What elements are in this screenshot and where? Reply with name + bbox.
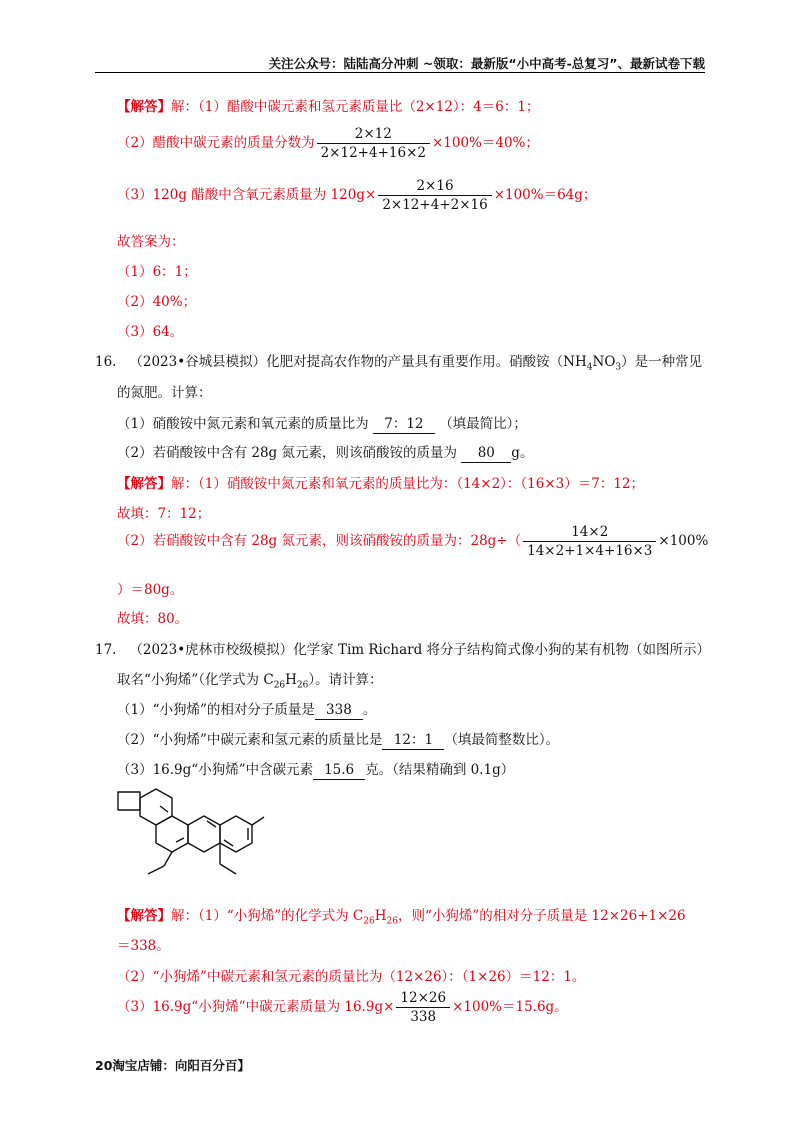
q17-stem-line1 <box>95 638 710 658</box>
q17-part1-text: 。 <box>362 702 377 718</box>
subscript: 26 <box>363 916 375 927</box>
q17-stem-line2 <box>117 668 383 691</box>
q17-solution-line3 <box>117 990 568 1025</box>
answer-tag: 【解答】 <box>117 908 171 924</box>
subscript: 4 <box>586 362 593 373</box>
q17-stem-text: （2023•虎林市校级模拟）化学家 Tim Richard 将分子结构简式像小狗的某有机物（如图所示） <box>129 642 711 658</box>
q16-part2-text: g。 <box>511 445 534 461</box>
q15-line3-pre: （3）120g 醋酸中含氧元素质量为 120g× <box>117 187 377 203</box>
q16-stem-text: NO <box>592 354 616 370</box>
q17-solution-text: H <box>374 908 387 924</box>
fraction-denominator: 14×2+1×4+16×3 <box>523 541 656 559</box>
question-number: 17. <box>95 642 117 658</box>
q16-stem-text: （2023•谷城县模拟）化肥对提高农作物的产量具有重要作用。硝酸铵（NH <box>129 354 587 370</box>
q17-part1 <box>117 698 376 720</box>
q17-part2-answer-blank: 12：1 <box>382 733 444 750</box>
benzene-ring-d <box>220 816 252 852</box>
q17-stem-text: 取名“小狗烯”（化学式为 C <box>117 672 274 688</box>
q17-stem-text: ）。请计算： <box>308 672 383 688</box>
q16-solution-line2-end: ）＝80g。 <box>117 582 184 598</box>
question-number: 16. <box>95 354 117 370</box>
fraction-denominator: 2×12+4+2×16 <box>378 195 491 213</box>
subscript: 26 <box>296 680 309 691</box>
fraction-numerator: 14×2 <box>571 524 609 540</box>
fraction-denominator: 338 <box>396 1007 450 1025</box>
q15-answer-1: （1）6：1； <box>117 264 197 280</box>
q16-solution-text: （2）若硝酸铵中含有 28g 氮元素，则该硝酸铵的质量为：28g÷（ <box>117 533 522 549</box>
fraction-numerator: 12×26 <box>400 990 447 1006</box>
q16-solution-line1 <box>117 472 644 492</box>
q17-stem-text: H <box>285 672 297 688</box>
ethyl-group-left <box>148 866 164 874</box>
q15-answer-line1 <box>117 95 539 115</box>
q17-part3-answer-blank: 15.6 <box>313 763 365 780</box>
page-footer: 20淘宝店铺：向阳百分百】 <box>95 1058 250 1073</box>
q16-part1-text: （填最简比）； <box>439 416 527 432</box>
q16-part2-text: （2）若硝酸铵中含有 28g 氮元素，则该硝酸铵的质量为 <box>117 445 457 461</box>
xiaogouxi-molecule-figure <box>112 786 272 892</box>
q16-percent: ×100% <box>658 533 709 549</box>
q17-part3 <box>117 758 514 780</box>
subscript: 26 <box>273 680 286 691</box>
ethyl-group-left <box>164 852 172 866</box>
q17-solution-text: ，则“小狗烯”的相对分子质量是 12×26+1×26 <box>397 908 686 924</box>
q17-solution-text: 解：（1）“小狗烯”的化学式为 C <box>171 908 364 924</box>
q16-part1-text: （1）硝酸铵中氮元素和氧元素的质量比为 <box>117 416 369 432</box>
header-divider <box>95 72 705 73</box>
q17-part1-text: （1）“小狗烯”的相对分子质量是 <box>117 702 315 718</box>
double-bond <box>224 840 233 846</box>
q17-part2-text: （2）“小狗烯”中碳元素和氢元素的质量比是 <box>117 732 383 748</box>
fraction-numerator: 2×12 <box>354 126 392 142</box>
page-header: 关注公众号：陆陆高分冲刺 ~领取：最新版“小中高考-总复习”、最新试卷下载 <box>268 56 705 71</box>
q16-solution-line2 <box>117 524 708 559</box>
q17-solution-line1-end: ＝338。 <box>117 938 170 954</box>
ethyl-group-right <box>220 864 236 874</box>
q15-fraction-1 <box>317 126 430 161</box>
methyl-group <box>252 817 264 825</box>
q15-answer-3: （3）64。 <box>117 324 184 340</box>
q17-solution-text: （3）16.9g“小狗烯”中碳元素质量为 16.9g× <box>117 999 395 1015</box>
q17-part3-text: 克。（结果精确到 0.1g） <box>365 762 515 778</box>
q15-answer-2: （2）40%； <box>117 294 197 310</box>
q16-fraction <box>523 524 656 559</box>
q16-fill1: 故填：7：12； <box>117 506 211 522</box>
q17-part2-text: （填最简整数比）。 <box>444 732 560 748</box>
q16-stem-text: ）是一种常见 <box>621 354 703 370</box>
q15-line3-post: ×100%＝64g； <box>493 187 597 203</box>
subscript: 3 <box>615 362 622 373</box>
q16-stem-line2: 的氮肥。计算： <box>117 385 212 401</box>
q16-solution-text: 解：（1）硝酸铵中氮元素和氧元素的质量比为：（14×2）：（16×3）＝7：12； <box>171 476 645 492</box>
cyclobutane-ring <box>118 792 140 810</box>
q16-part2-answer-blank: 80 <box>461 446 511 463</box>
fraction-numerator: 2×16 <box>416 178 454 194</box>
q17-part1-answer-blank: 338 <box>315 703 363 720</box>
q17-fraction <box>396 990 450 1025</box>
q16-fill2: 故填：80。 <box>117 611 189 627</box>
q17-solution-line2: （2）“小狗烯”中碳元素和氢元素的质量比为（12×26）：（1×26）＝12：1。 <box>117 969 586 985</box>
q16-part2 <box>117 441 533 463</box>
benzene-ring-b <box>156 816 188 852</box>
q16-part1 <box>117 412 527 434</box>
q15-answer-line2 <box>117 126 539 161</box>
q16-stem-line1 <box>95 350 702 373</box>
double-bond <box>176 838 184 842</box>
q16-part1-answer-blank: 7：12 <box>373 417 435 434</box>
q15-answer-line3 <box>117 178 596 213</box>
q15-line2-post: ×100%＝40%； <box>431 135 539 151</box>
answer-tag: 【解答】 <box>117 99 171 115</box>
benzene-ring-c <box>188 816 220 852</box>
q15-fraction-2 <box>378 178 491 213</box>
q17-part3-text: （3）16.9g“小狗烯”中含碳元素 <box>117 762 314 778</box>
fraction-denominator: 2×12+4+16×2 <box>317 143 430 161</box>
q17-solution-text: ×100%＝15.6g。 <box>452 999 568 1015</box>
subscript: 26 <box>386 916 398 927</box>
q15-line1-text: 解：（1）醋酸中碳元素和氢元素质量比（2×12）：4＝6：1； <box>171 99 540 115</box>
q15-line2-pre: （2）醋酸中碳元素的质量分数为 <box>117 135 315 151</box>
q15-answer-title: 故答案为： <box>117 234 185 250</box>
q17-solution-line1 <box>117 904 686 927</box>
answer-tag: 【解答】 <box>117 476 171 492</box>
double-bond <box>160 806 168 812</box>
q17-part2 <box>117 728 559 750</box>
benzene-ring-a <box>140 789 172 825</box>
